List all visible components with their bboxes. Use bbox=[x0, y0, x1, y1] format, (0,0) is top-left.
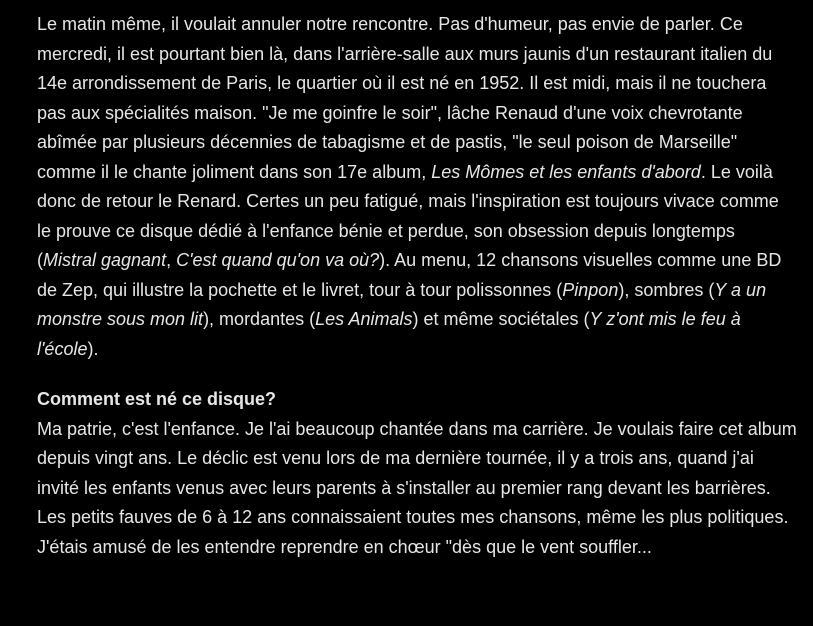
article-body bbox=[37, 10, 797, 562]
interview-answer: Ma patrie, c'est l'enfance. Je l'ai beaucoup chantée dans ma carrière. Je voulais faire cet album depuis vingt ans. Le déclic est venu lors de ma dernière tournée, il y a trois ans, quand j'ai invité les enfants venus avec leurs parents à s'installer au premier rang devant les barrières. Les petits fauves de 6 à 12 ans connaissaient toutes mes chansons, même les plus politiques. J'étais amusé de les entendre reprendre en chœur "dès que le vent souffler... bbox=[37, 418, 797, 557]
song-title: Mistral gagnant bbox=[43, 250, 167, 270]
intro-text: ). Au menu, 12 chansons visuelles comme une BD de Zep, qui illustre la pochette et le livret, tour à tour polissonnes ( bbox=[37, 250, 782, 300]
album-title: Les Mômes et les enfants d'abord bbox=[431, 161, 701, 182]
interview-question: Comment est né ce disque? bbox=[37, 389, 277, 409]
song-title: Y z'ont mis le feu à l'école bbox=[37, 309, 741, 359]
intro-text: ), sombres ( bbox=[618, 279, 715, 300]
song-title: C'est quand qu'on va où? bbox=[176, 250, 380, 270]
intro-text: , bbox=[166, 250, 177, 270]
intro-text: Le matin même, il voulait annuler notre rencontre. Pas d'humeur, pas envie de parler. Ce mercredi, il est pourtant bien là, dans l'arrière-salle aux murs jaunis d'un restaurant italien du 14e arrondissement de Paris, le quartier où il est né en 1952. Il est midi, mais il ne touchera pas aux spécialités maison. "Je me goinfre le soir", lâche Renaud d'une voix chevrotante abîmée par plusieurs décennies de tabagisme et de pastis, "le seul poison de Marseille" comme il le chante joliment dans son 17e album, bbox=[37, 14, 773, 182]
intro-text: ), mordantes ( bbox=[203, 309, 316, 329]
song-title: Les Animals bbox=[315, 309, 413, 329]
intro-paragraph bbox=[37, 10, 797, 364]
intro-text: ) et même sociétales ( bbox=[412, 309, 590, 329]
intro-text: . Le voilà donc de retour le Renard. Certes un peu fatigué, mais l'inspiration est toujours vivace comme le prouve ce disque dédié à l'enfance bénie et perdue, son obsession depuis longtemps ( bbox=[37, 161, 779, 270]
intro-text: ). bbox=[87, 338, 99, 359]
song-title: Y a un monstre sous mon lit bbox=[37, 279, 767, 329]
song-title: Pinpon bbox=[562, 279, 619, 300]
